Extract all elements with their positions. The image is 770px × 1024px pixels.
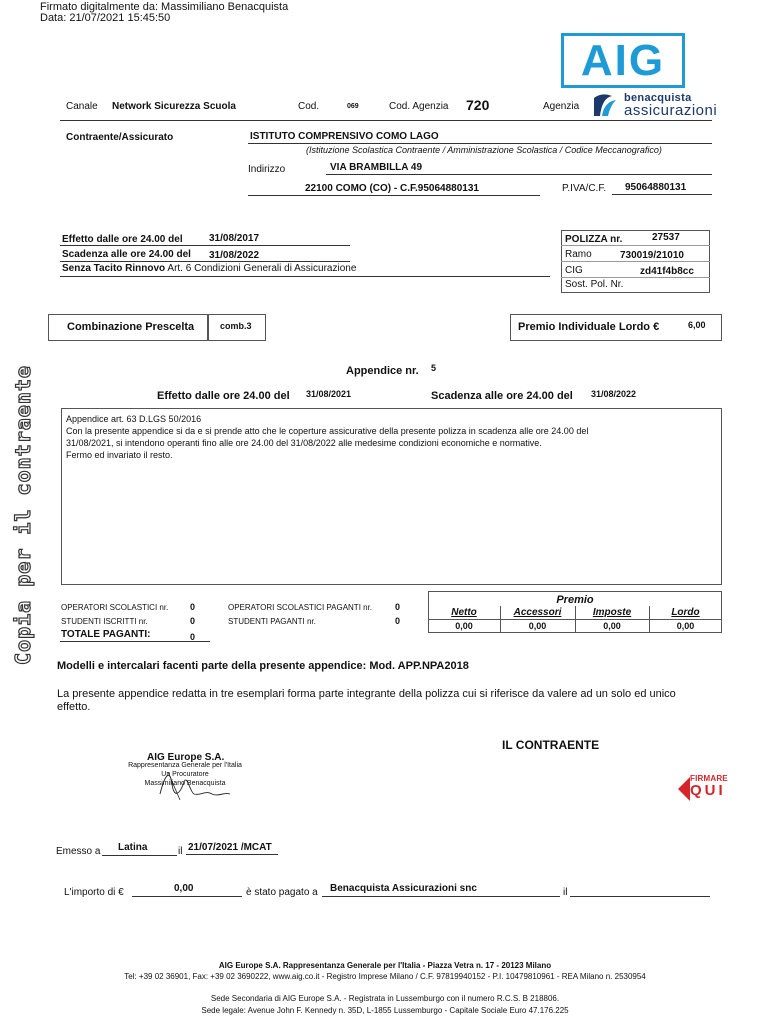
appendice-text-line: Fermo ed invariato il resto. — [66, 450, 173, 460]
city-line: 22100 COMO (CO) - C.F.95064880131 — [305, 183, 479, 194]
premio-value-netto: 0,00 — [455, 621, 473, 631]
presente-paragraph — [57, 688, 676, 714]
importo-value: 0,00 — [174, 883, 194, 894]
operatori-value: 0 — [190, 602, 196, 612]
scadenza-value: 31/08/2022 — [209, 250, 260, 261]
modelli-line: Modelli e intercalari facenti parte della presente appendice: Mod. APP.NPA2018 — [57, 660, 469, 672]
agenzia-label: Agenzia — [543, 101, 580, 112]
studenti-paganti-label: STUDENTI PAGANTI nr. — [228, 617, 316, 626]
benacquista-logo-bottom: assicurazioni — [624, 102, 718, 119]
indirizzo-value: VIA BRAMBILLA 49 — [330, 162, 423, 173]
operatori-nr: nr. — [159, 603, 169, 612]
firmare-label: FIRMARE — [690, 774, 728, 783]
appendice-text-line: Appendice art. 63 D.LGS 50/2016 — [66, 414, 202, 424]
appendice-effetto-value: 31/08/2021 — [306, 389, 352, 399]
importo-label: L'importo di € — [64, 887, 124, 898]
presente-line: effetto. — [57, 701, 91, 713]
studenti-paganti-value: 0 — [395, 616, 401, 626]
contraente-name: ISTITUTO COMPRENSIVO COMO LAGO — [250, 131, 439, 142]
polizza-value: 27537 — [652, 232, 680, 243]
presente-line: La presente appendice redatta in tre esemplari forma parte integrante della polizza cui si riferisce da valere ad un solo ed unico — [57, 688, 676, 700]
sost-label: Sost. Pol. Nr. — [565, 279, 624, 290]
totale-value: 0 — [190, 632, 196, 642]
tacito-rinnovo — [62, 263, 356, 274]
benacquista-emblem-icon — [590, 92, 620, 118]
polizza-label: POLIZZA nr. — [565, 234, 623, 245]
operatori-label — [61, 603, 168, 612]
aig-logo — [561, 33, 685, 88]
operatori-paganti-value: 0 — [395, 602, 401, 612]
studenti-nr: nr. — [138, 617, 148, 626]
benacquista-logo — [590, 92, 718, 119]
scadenza-label: Scadenza alle ore 24.00 del — [62, 249, 191, 260]
pagato-il-label: il — [563, 887, 568, 898]
contraente-label: Contraente/Assicurato — [66, 132, 174, 143]
tacito-bold: Senza Tacito Rinnovo — [62, 263, 166, 274]
side-stamp-text: Copia per il contraente — [11, 365, 35, 665]
appendice-scadenza-label: Scadenza alle ore 24.00 del — [431, 390, 573, 402]
emesso-date: 21/07/2021 /MCAT — [188, 842, 272, 853]
effetto-label: Effetto dalle ore 24.00 del — [62, 234, 183, 245]
aig-logo-text: AIG — [580, 35, 666, 85]
emesso-place: Latina — [118, 842, 148, 853]
premio-header-netto: Netto — [451, 607, 477, 618]
indirizzo-label: Indirizzo — [248, 164, 286, 175]
piva-label: P.IVA/C.F. — [562, 183, 607, 194]
cod-label: Cod. — [298, 101, 320, 112]
firmare-qui-stamp[interactable] — [678, 774, 726, 802]
appendice-text — [66, 413, 588, 461]
cod-agenzia-label: Cod. Agenzia — [389, 101, 449, 112]
combinazione-label: Combinazione Prescelta — [67, 321, 195, 333]
premio-value-lordo: 0,00 — [676, 621, 695, 631]
premio-individuale-label: Premio Individuale Lordo € — [518, 321, 660, 333]
effetto-value: 31/08/2017 — [209, 233, 260, 244]
premio-individuale-value: 6,00 — [688, 320, 706, 330]
premio-value-accessori: 0,00 — [528, 621, 547, 631]
appendice-label: Appendice nr. — [346, 365, 419, 377]
appendice-scadenza-value: 31/08/2022 — [591, 389, 637, 399]
appendice-text-box — [61, 408, 722, 585]
premio-header-imposte: Imposte — [592, 607, 632, 618]
aig-europe-company: AIG Europe S.A. — [147, 752, 225, 763]
operatori-paganti-label: OPERATORI SCOLASTICI PAGANTI nr. — [228, 603, 373, 612]
il-contraente-label: IL CONTRAENTE — [502, 738, 600, 752]
emesso-il-label: il — [178, 846, 183, 857]
canale-value: Network Sicurezza Scuola — [112, 101, 236, 112]
premio-header-lordo: Lordo — [671, 607, 700, 618]
cig-label: CIG — [565, 265, 583, 276]
rappresentanza-line: Rappresentanza Generale per l'Italia — [128, 762, 242, 769]
studenti-value: 0 — [190, 616, 196, 626]
totale-label: TOTALE PAGANTI: — [61, 629, 151, 640]
procuratore-line: Un Procuratore — [161, 771, 209, 778]
contraente-note: (Istituzione Scolastica Contraente / Amministrazione Scolastica / Codice Meccanografico) — [306, 145, 662, 155]
footer-line-3: Sede Secondaria di AIG Europe S.A. - Registrata in Lussemburgo con il numero R.C.S. B 218806. — [210, 994, 560, 1003]
ramo-value: 730019/21010 — [620, 250, 684, 261]
pagato-value: Benacquista Assicurazioni snc — [330, 883, 477, 894]
handwritten-signature — [140, 764, 250, 804]
footer-line-2: Tel: +39 02 36901, Fax: +39 02 3690222, www.aig.co.it - Registro Imprese Milano / C.F. 97819940152 - P.I. 10479810961 - REA Milano n. 2530954 — [124, 972, 646, 981]
digital-signature-line: Firmato digitalmente da: Massimiliano Benacquista — [40, 1, 289, 13]
qui-label: QUI — [690, 782, 726, 799]
studenti-label-text: STUDENTI ISCRITTI — [61, 617, 137, 626]
appendice-effetto-label: Effetto dalle ore 24.00 del — [157, 390, 290, 402]
footer-line-1: AIG Europe S.A. Rappresentanza Generale per l'Italia - Piazza Vetra n. 17 - 20123 Milano — [218, 961, 552, 970]
cod-agenzia-value: 720 — [466, 97, 490, 113]
operatori-label-text: OPERATORI SCOLASTICI — [61, 603, 158, 612]
appendice-text-line: 31/08/2021, si intendono operanti fino alle ore 24.00 del 31/08/2022 alle medesime condizioni economiche e normative. — [66, 438, 542, 448]
cig-value: zd41f4b8cc — [640, 266, 694, 277]
canale-label: Canale — [66, 101, 98, 112]
ramo-label: Ramo — [565, 249, 592, 260]
piva-value: 95064880131 — [625, 182, 687, 193]
side-stamp — [8, 365, 38, 665]
appendice-value: 5 — [431, 363, 437, 373]
combinazione-value: comb.3 — [220, 321, 252, 331]
appendice-text-line: Con la presente appendice si da e si prende atto che le coperture assicurative della presente polizza in scadenza alle ore 24.00 del — [66, 426, 589, 436]
emesso-label: Emesso a — [56, 846, 101, 857]
studenti-label — [61, 617, 148, 626]
premio-title: Premio — [556, 594, 594, 606]
benacquista-logo-top: benacquista — [624, 92, 692, 104]
procuratore-name: Massimiliano Benacquista — [144, 780, 226, 787]
premio-value-imposte: 0,00 — [603, 621, 621, 631]
digital-signature-date: Data: 21/07/2021 15:45:50 — [40, 12, 171, 24]
footer-line-4: Sede legale: Avenue John F. Kennedy n. 35D, L-1855 Lussemburgo - Capitale Sociale Euro 47.176.225 — [201, 1006, 569, 1015]
premio-header-accessori: Accessori — [513, 607, 562, 618]
cod-value: 069 — [347, 103, 359, 110]
tacito-rest: Art. 6 Condizioni Generali di Assicurazione — [167, 263, 357, 274]
pagato-label: è stato pagato a — [246, 887, 318, 898]
